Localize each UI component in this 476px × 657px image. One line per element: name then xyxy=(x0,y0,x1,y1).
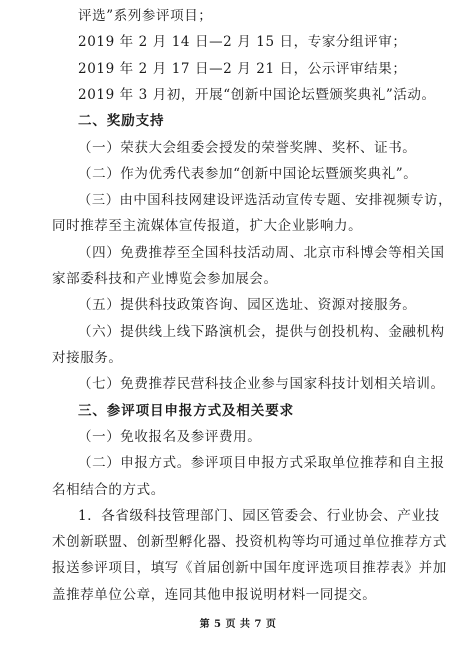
text-line: 1．各省级科技管理部门、园区管委会、行业协会、产业技 xyxy=(78,507,440,524)
text-line: 对接服务。 xyxy=(52,350,123,366)
text-line: （三）由中国科技网建设评选活动宣传专题、安排视频专访， xyxy=(78,193,452,209)
text-line: 盖推荐单位公章，连同其他申报说明材料一同提交。 xyxy=(52,586,377,603)
text-line: （二）申报方式。参评项目申报方式采取单位推荐和自主报 xyxy=(78,455,445,472)
text-line: 术创新联盟、创新型孵化器、投资机构等均可通过单位推荐方式 xyxy=(52,534,447,551)
text-line: 同时推荐至主流媒体宣传报道，扩大企业影响力。 xyxy=(52,218,363,235)
text-line: 名相结合的方式。 xyxy=(52,481,165,498)
text-line: 2019 年 3 月初，开展“创新中国论坛暨颁奖典礼”活动。 xyxy=(78,86,436,103)
text-line: （七）免费推荐民营科技企业参与国家科技计划相关培训。 xyxy=(78,376,445,393)
section-heading: 三、参评项目申报方式及相关要求 xyxy=(78,402,294,419)
text-line: 家部委科技和产业博览会参加展会。 xyxy=(52,271,278,287)
text-line: 2019 年 2 月 14 日—2 月 15 日，专家分组评审； xyxy=(78,34,407,51)
text-line: （一）荣获大会组委会授发的荣誉奖牌、奖杯、证书。 xyxy=(78,139,417,156)
text-line: （四）免费推荐至全国科技活动周、北京市科博会等相关国 xyxy=(78,244,445,261)
text-line: 评选”系列参评项目； xyxy=(78,8,213,24)
text-line: 报送参评项目，填写《首届创新中国年度评选项目推荐表》并加 xyxy=(52,560,447,577)
text-line: （二）作为优秀代表参加“创新中国论坛暨颁奖典礼”。 xyxy=(78,165,418,182)
page-number: 第 5 页 共 7 页 xyxy=(199,619,277,630)
text-line: （一）免收报名及参评费用。 xyxy=(78,428,262,445)
text-line: （五）提供科技政策咨询、园区选址、资源对接服务。 xyxy=(78,297,417,314)
section-heading: 二、奖励支持 xyxy=(78,113,165,130)
text-line: 2019 年 2 月 17 日—2 月 21 日，公示评审结果； xyxy=(78,60,407,77)
text-line: （六）提供线上线下路演机会，提供与创投机构、金融机构 xyxy=(78,323,445,340)
